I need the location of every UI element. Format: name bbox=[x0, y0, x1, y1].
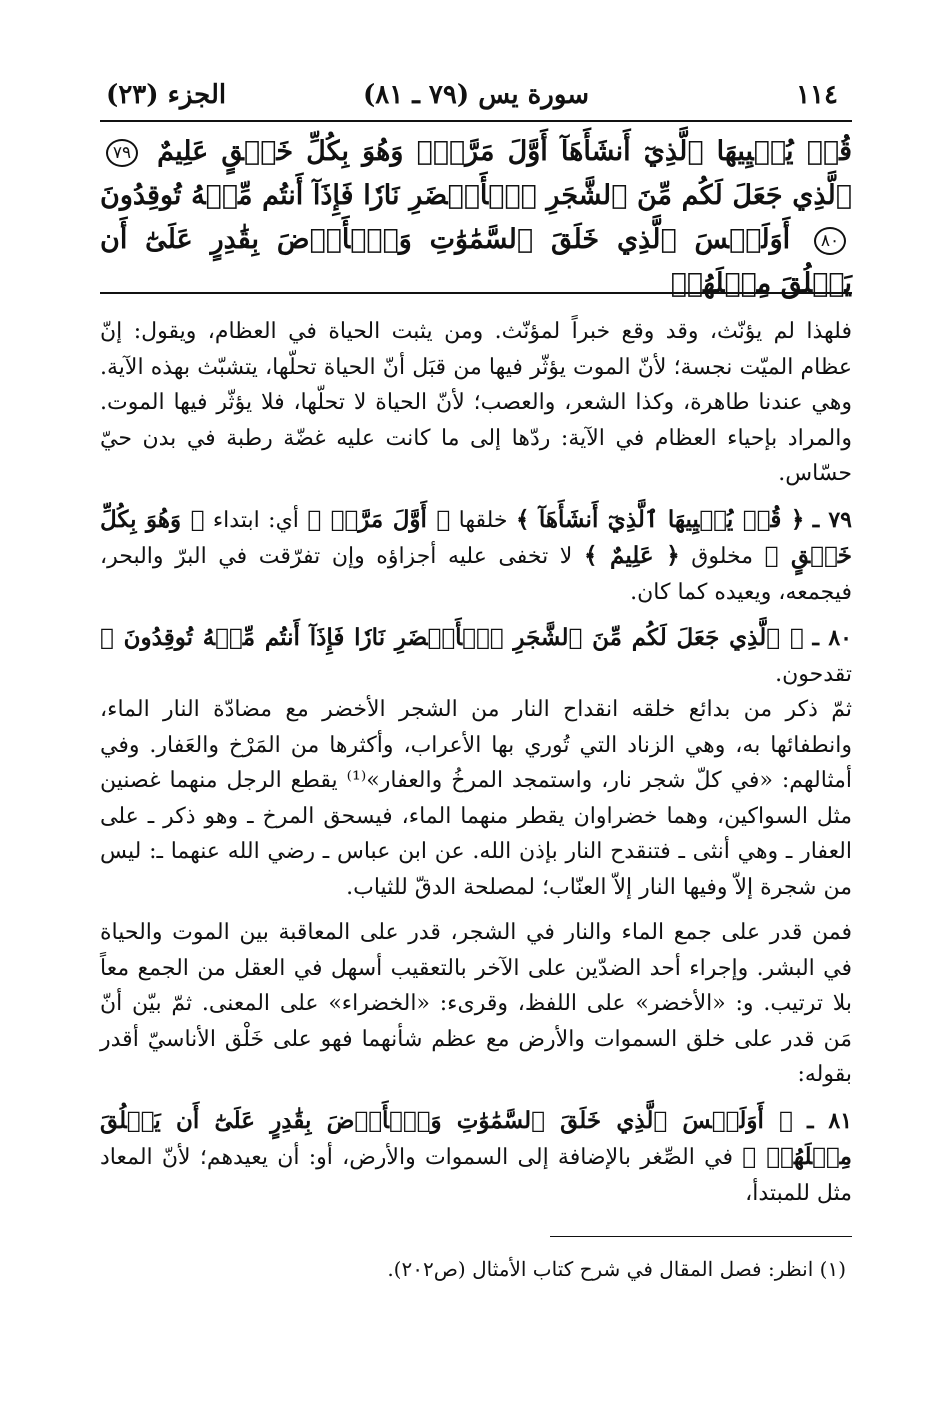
commentary-body bbox=[100, 314, 852, 1221]
header-divider bbox=[100, 120, 852, 122]
verse-79-gloss-2: أي: ابتداء bbox=[204, 507, 308, 533]
verse-80-number: ٨٠ ـ bbox=[812, 625, 852, 651]
verse-81-number: ٨١ ـ bbox=[807, 1107, 853, 1134]
ayah-80-marker: ٨٠ bbox=[814, 227, 846, 255]
verse-79-gloss-3: مخلوق bbox=[679, 544, 765, 569]
verse-79-quote-1: ﴿ قُلۡ يُحۡيِيهَا ٱلَّذِيٓ أَنشَأَهَآ ﴾ bbox=[515, 505, 805, 533]
footnote-divider bbox=[550, 1236, 852, 1237]
verse-81-commentary bbox=[100, 1103, 852, 1212]
quran-text-block bbox=[100, 130, 852, 306]
surah-title: سورة يس (٧٩ ـ ٨١) bbox=[362, 80, 590, 110]
commentary-paragraph-3: ثمّ ذكر من بدائع خلقه انقداح النار من الشجر الأخضر مع مضادّة النار الماء، وانطفائها به، وهي الزناد التي تُوري بها الأعراب، وأكثرها من المَرْخ والعَفار. وفي أمثالهم: «في كلّ شجر نار، واستمجد المرخُ والعفار»⁽¹⁾ يقطع الرجل منهما غصنين مثل السواكين، وهما خضراوان يقطر منهما الماء، فيسحق المرخ ـ وهو ذكر ـ على العفار ـ وهي أنثى ـ فتنقدح النار بإذن الله. عن ابن عباس ـ رضي الله عنهما ـ: ليس من شجرة إلاّ وفيها النار إلاّ العنّاب؛ لمصلحة الدقّ للثياب. bbox=[100, 697, 852, 900]
verse-80-commentary bbox=[100, 620, 852, 905]
verse-79-number: ٧٩ ـ bbox=[812, 506, 852, 533]
commentary-paragraph-1: فلهذا لم يؤنّث، وقد وقع خبراً لمؤنّث. ومن يثبت الحياة في العظام، ويقول: إنّ عظام الميّت نجسة؛ لأنّ الموت يؤثّر فيها من قبَل أنّ الحياة تحلّها، يتشبّث بهذه الآية. وهي عندنا طاهرة، وكذا الشعر، والعصب؛ لأنّ الحياة لا تحلّها، فلا يؤثّر فيها الموت. والمراد بإحياء العظام في الآية: ردّها إلى ما كانت عليه غضّة رطبة في بدن حيّ حسّاس. bbox=[100, 319, 852, 486]
book-page bbox=[100, 70, 852, 1320]
quran-divider bbox=[100, 292, 852, 294]
verse-80-gloss-1: تقدحون. bbox=[775, 661, 852, 687]
ayah-79-text: قُلۡ يُحۡيِيهَا ٱلَّذِيٓ أَنشَأَهَآ أَوَّلَ مَرَّةٖۖ وَهُوَ بِكُلِّ خَلۡقٍ عَلِيمٌ bbox=[157, 136, 852, 167]
ayah-79-marker: ٧٩ bbox=[106, 139, 138, 167]
ayah-80-text: ٱلَّذِي جَعَلَ لَكُم مِّنَ ٱلشَّجَرِ ٱلۡأَخۡضَرِ نَارٗا فَإِذَآ أَنتُم مِّنۡهُ تُوقِدُونَ bbox=[100, 180, 852, 211]
ayah-81-text: أَوَلَيۡسَ ٱلَّذِي خَلَقَ ٱلسَّمَٰوَٰتِ وَٱلۡأَرۡضَ بِقَٰدِرٍ عَلَىٰٓ أَن يَخۡلُقَ مِثۡلَهُمۚ bbox=[100, 224, 852, 299]
footnote: (١) انظر: فصل المقال في شرح كتاب الأمثال (ص٢٠٢). bbox=[387, 1257, 846, 1281]
verse-79-quote-3: ﴿ وَهُوَ بِكُلِّ خَلۡقٍ ﴾ bbox=[100, 505, 852, 569]
verse-79-quote-2: ﴿ أَوَّلَ مَرَّةٖ ﴾ bbox=[307, 505, 451, 533]
verse-79-commentary bbox=[100, 502, 852, 611]
page-number: ١١٤ bbox=[796, 80, 838, 110]
verse-79-gloss-4: لا تخفى عليه أجزاؤه وإن تفرّقت في البرّ والبحر، فيجمعه، ويعيده كما كان. bbox=[100, 544, 852, 605]
juz-label: الجزء (٢٣) bbox=[106, 80, 227, 110]
verse-79-quote-4: ﴿ عَلِيمٌ ﴾ bbox=[583, 542, 680, 569]
verse-81-quote-1: ﴿ أَوَلَيۡسَ ٱلَّذِي خَلَقَ ٱلسَّمَٰوَٰتِ وَٱلۡأَرۡضَ بِقَٰدِرٍ عَلَىٰٓ أَن يَخۡلُقَ مِثۡلَهُمۚ ﴾ bbox=[100, 1106, 852, 1170]
verse-79-gloss-1: خلقها bbox=[450, 507, 516, 533]
verse-81-gloss-1: في الصِّغر بالإضافة إلى السموات والأرض، أو: أن يعيدهم؛ لأنّ المعاد مثل للمبتدأ، bbox=[100, 1145, 852, 1206]
verse-80-quote-1: ﴿ ٱلَّذِي جَعَلَ لَكُم مِّنَ ٱلشَّجَرِ ٱلۡأَخۡضَرِ نَارٗا فَإِذَآ أَنتُم مِّنۡهُ تُوقِدُونَ ﴾ bbox=[100, 624, 804, 651]
commentary-paragraph-4: فمن قدر على جمع الماء والنار في الشجر، قدر على المعاقبة بين الموت والحياة في البشر. وإجراء أحد الضدّين على الآخر بالتعقيب أسهل في العقل من الجمع معاً بلا ترتيب. و: «الأخضر» على اللفظ، وقرىء: «الخضراء» على المعنى. ثمّ بيّن أنّ مَن قدر على خلق السموات والأرض مع عظم شأنهما فهو على خَلْق الأناسيّ أقدر بقوله: bbox=[100, 920, 852, 1087]
page-header bbox=[100, 80, 852, 120]
